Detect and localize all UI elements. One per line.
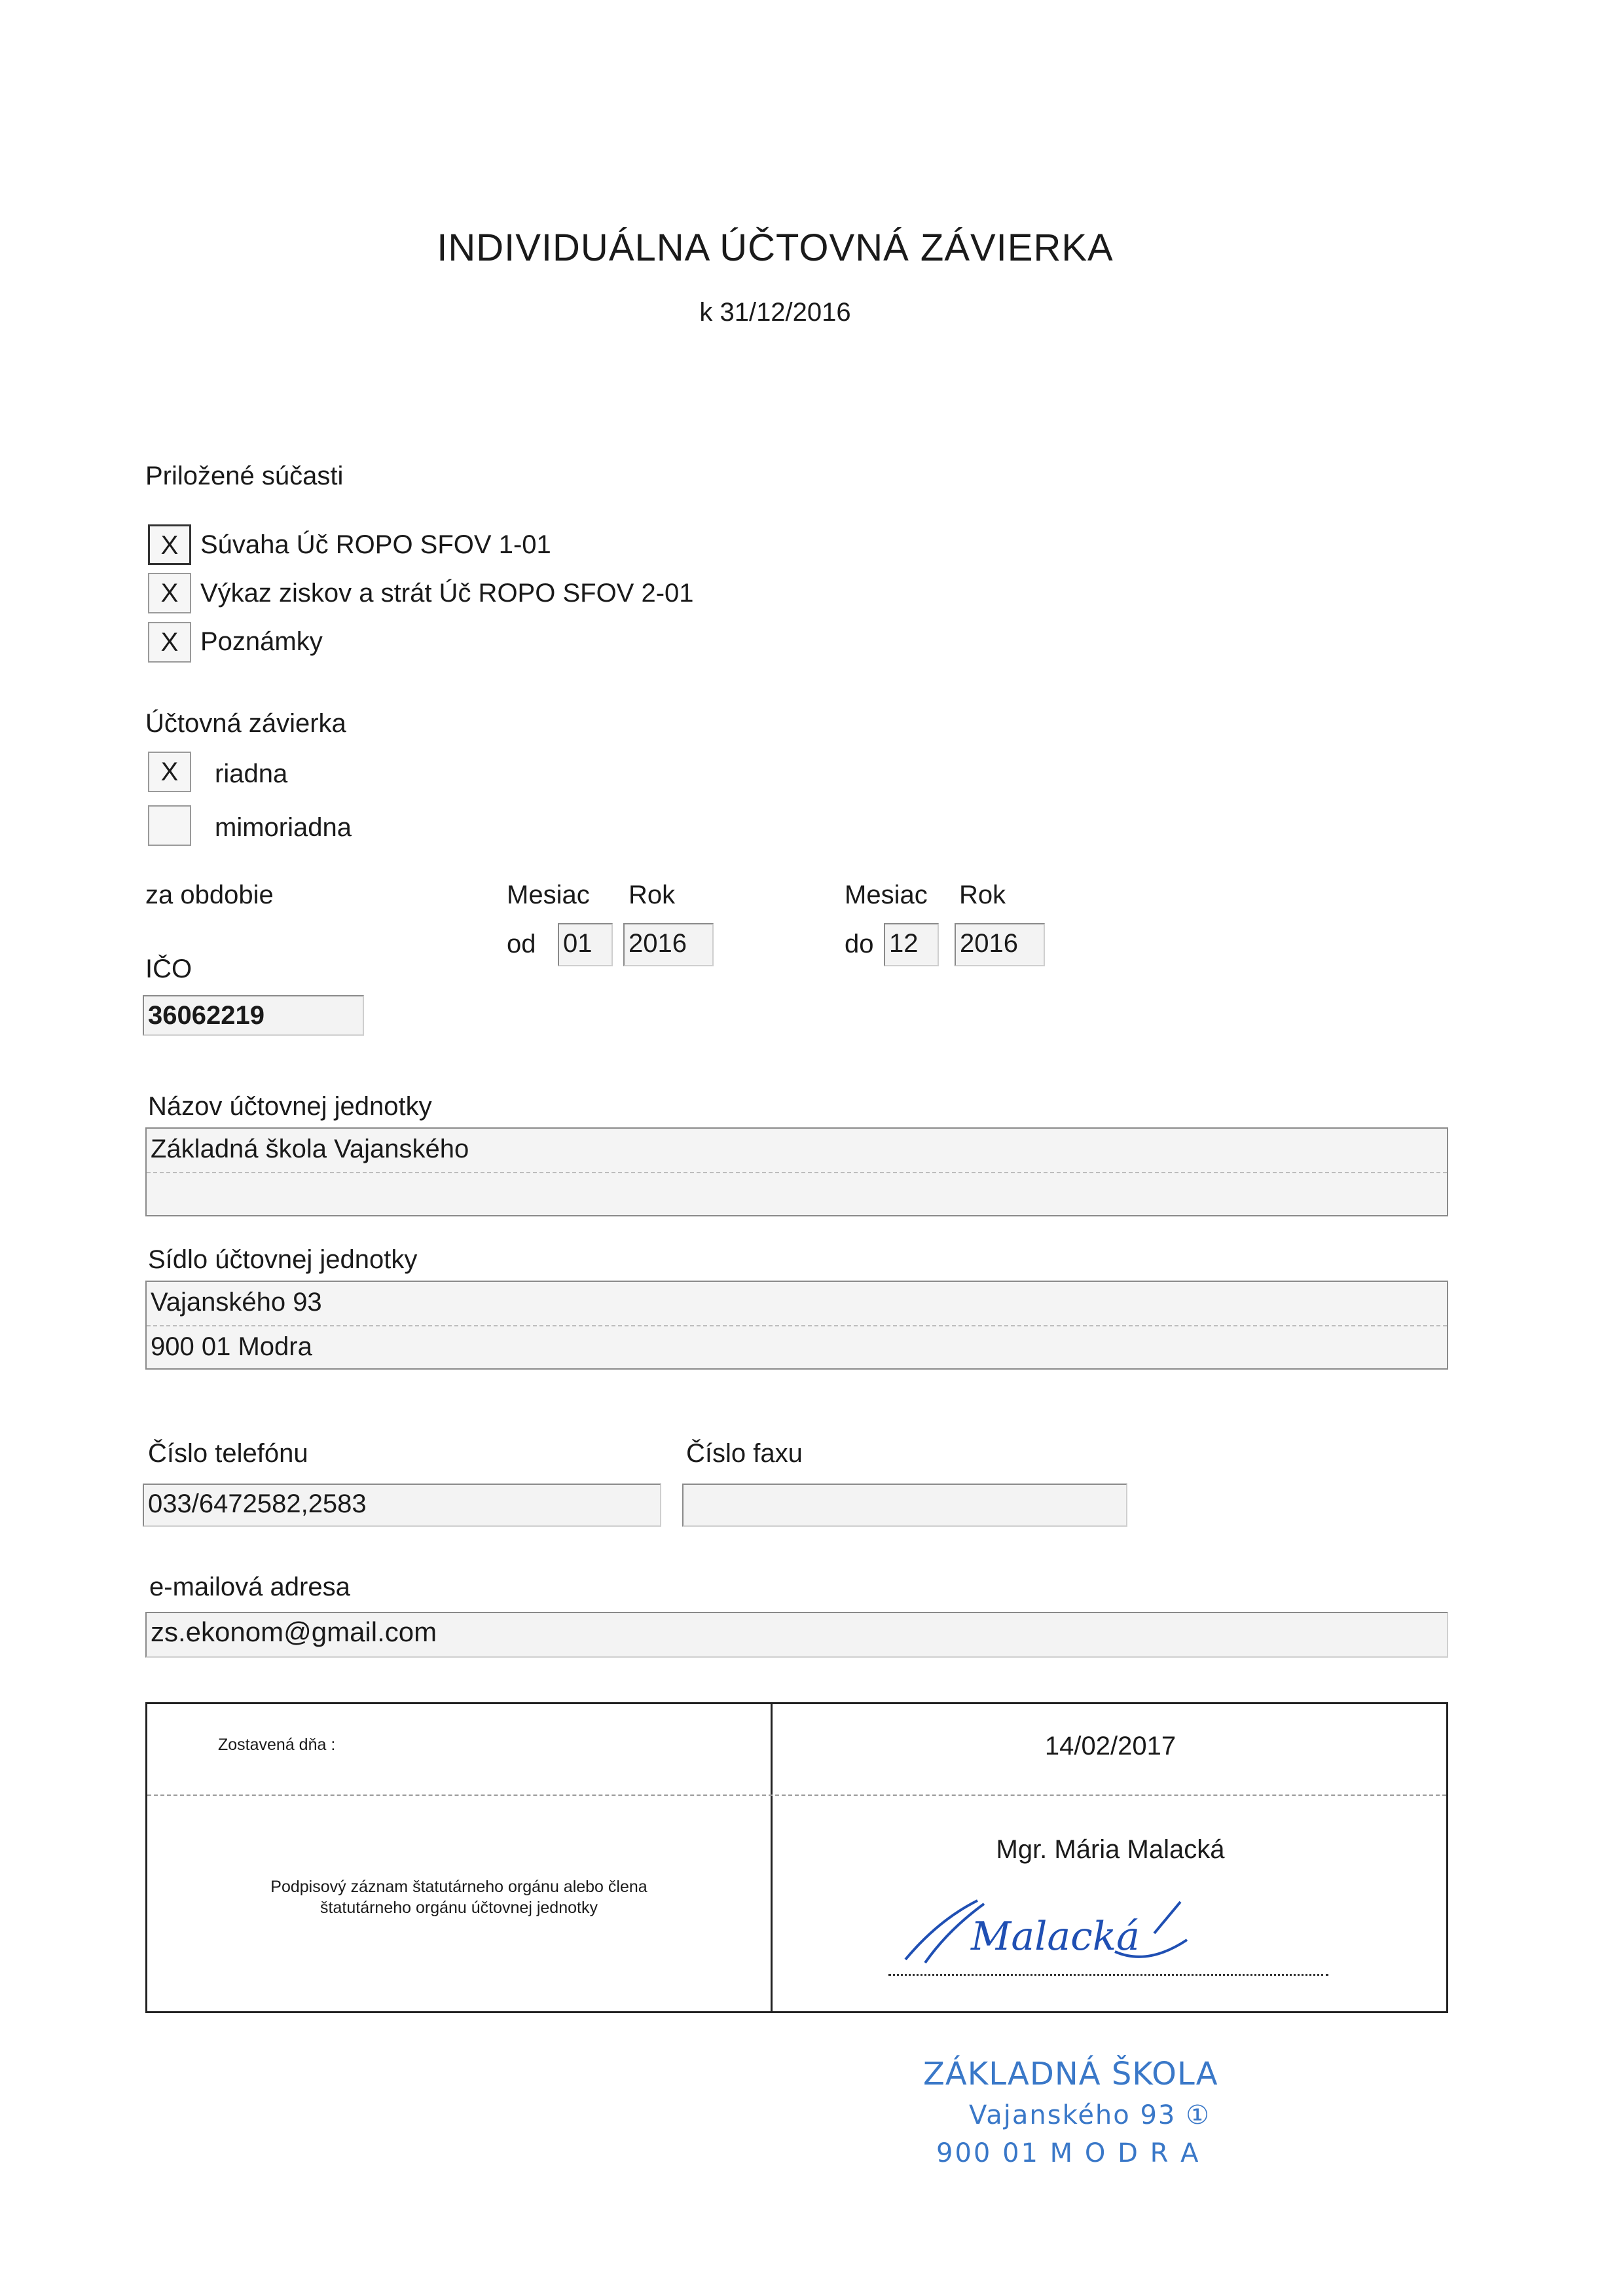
table-divider-horizontal [147, 1795, 1446, 1796]
attachment-profit-loss-label: Výkaz ziskov a strát Úč ROPO SFOV 2-01 [200, 579, 694, 608]
ico-field[interactable]: 36062219 [143, 995, 364, 1036]
to-month-field[interactable]: 12 [884, 923, 939, 966]
checkbox-regular[interactable]: X [148, 752, 191, 792]
attachment-notes-label: Poznámky [200, 627, 323, 656]
signature-text: Malacká [971, 1914, 1140, 1959]
checkbox-profit-loss[interactable]: X [148, 573, 191, 613]
signatory-label-line-1: Podpisový záznam štatutárneho orgánu alebo člena [270, 1878, 647, 1896]
from-month-field[interactable]: 01 [558, 923, 613, 966]
phone-label: Číslo telefónu [148, 1439, 308, 1468]
to-month-header: Mesiac [845, 881, 928, 909]
fax-label: Číslo faxu [686, 1439, 803, 1468]
ico-label: IČO [145, 955, 192, 983]
from-year-field[interactable]: 2016 [623, 923, 714, 966]
stamp-line-2: Vajanského 93 ① [969, 2100, 1211, 2130]
to-year-field[interactable]: 2016 [955, 923, 1045, 966]
entity-name-line-1[interactable]: Základná škola Vajanského [151, 1135, 469, 1163]
document-date: k 31/12/2016 [699, 298, 851, 327]
entity-seat-line-2[interactable]: 900 01 Modra [147, 1325, 1447, 1368]
regular-option-label: riadna [215, 759, 288, 788]
handwritten-signature [879, 1894, 1396, 1973]
email-field[interactable]: zs.ekonom@gmail.com [145, 1612, 1448, 1658]
from-label: od [507, 930, 536, 958]
stamp-line-3: 900 01 M O D R A [936, 2138, 1201, 2168]
stamp-line-1: ZÁKLADNÁ ŠKOLA [923, 2056, 1218, 2092]
entity-seat-field[interactable] [145, 1281, 1448, 1370]
checkbox-notes[interactable]: X [148, 622, 191, 663]
extraordinary-option-label: mimoriadna [215, 813, 352, 842]
fax-field[interactable] [682, 1484, 1127, 1527]
entity-name-line-2[interactable] [147, 1172, 1447, 1215]
signatory-label-line-2: štatutárneho orgánu účtovnej jednotky [320, 1899, 598, 1917]
from-year-header: Rok [629, 881, 676, 909]
signature-table [145, 1702, 1448, 2013]
checkbox-extraordinary[interactable] [148, 805, 191, 846]
attachment-balance-sheet-label: Súvaha Úč ROPO SFOV 1-01 [200, 530, 551, 559]
from-month-header: Mesiac [507, 881, 590, 909]
phone-field[interactable]: 033/6472582,2583 [143, 1484, 661, 1527]
email-label: e-mailová adresa [149, 1573, 350, 1601]
entity-name-label: Názov účtovnej jednotky [148, 1092, 432, 1121]
period-label: za obdobie [145, 881, 274, 909]
checkbox-balance-sheet[interactable]: X [148, 524, 191, 565]
attachments-label: Priložené súčasti [145, 462, 344, 490]
compiled-date-value: 14/02/2017 [1044, 1732, 1176, 1760]
signatory-name: Mgr. Mária Malacká [996, 1835, 1225, 1864]
signature-line [888, 1974, 1328, 1976]
statement-type-label: Účtovná závierka [145, 709, 346, 738]
to-label: do [845, 930, 874, 958]
entity-seat-label: Sídlo účtovnej jednotky [148, 1245, 418, 1274]
document-title: INDIVIDUÁLNA ÚČTOVNÁ ZÁVIERKA [437, 227, 1114, 269]
entity-name-field[interactable] [145, 1127, 1448, 1216]
compiled-date-label: Zostavená dňa : [218, 1736, 336, 1754]
to-year-header: Rok [959, 881, 1006, 909]
entity-seat-line-1[interactable]: Vajanského 93 [151, 1288, 322, 1317]
